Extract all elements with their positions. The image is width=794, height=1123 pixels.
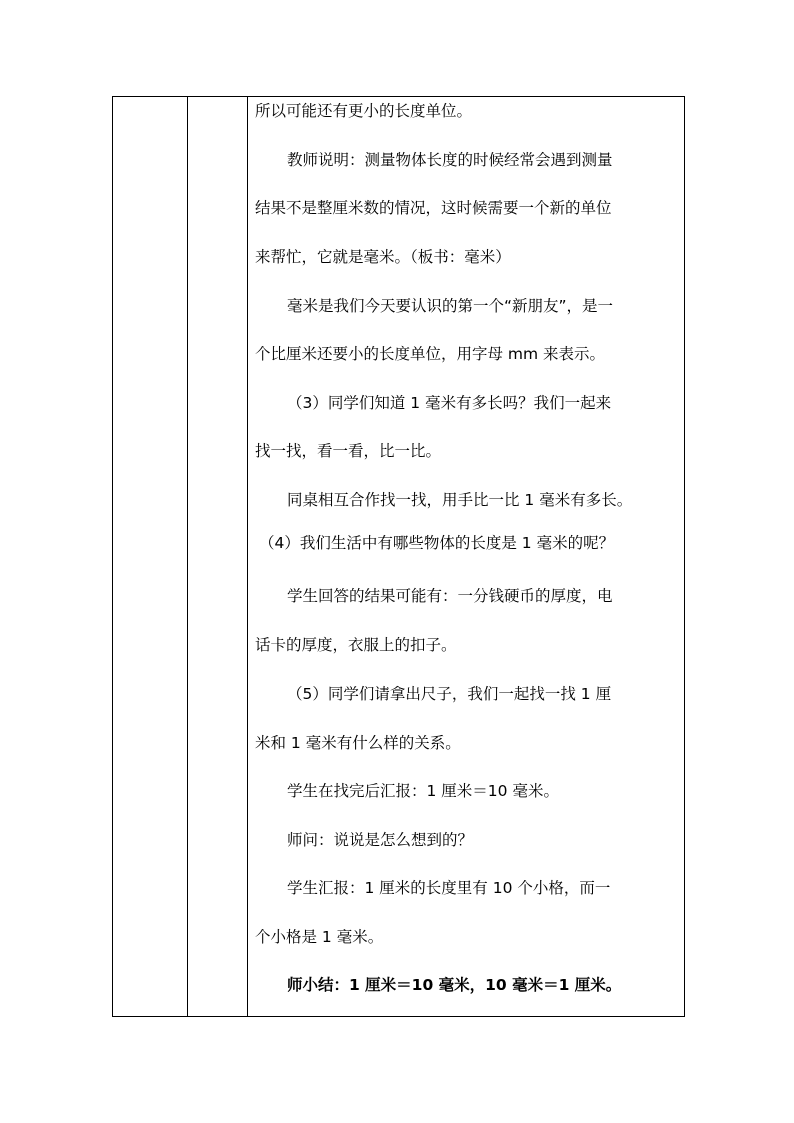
- text-line: 师问：说说是怎么想到的？: [287, 831, 474, 849]
- text-line: （4）我们生活中有哪些物体的长度是 1 毫米的呢？: [259, 534, 615, 552]
- text-line: 同桌相互合作找一找，用手比一比 1 毫米有多长。: [287, 491, 633, 509]
- text-line: 找一找，看一看，比一比。: [255, 442, 442, 460]
- text-line: 学生回答的结果可能有：一分钱硬币的厚度，电: [287, 587, 613, 605]
- lesson-table: [112, 96, 685, 1017]
- text-line: 毫米是我们今天要认识的第一个“新朋友”，是一: [287, 297, 614, 315]
- text-line: 教师说明：测量物体长度的时候经常会遇到测量: [287, 151, 613, 169]
- text-line: （5）同学们请拿出尺子，我们一起找一找 1 厘: [287, 685, 612, 703]
- text-line: 结果不是整厘米数的情况，这时候需要一个新的单位: [255, 199, 612, 217]
- text-line: 学生在找完后汇报：1 厘米＝10 毫米。: [287, 782, 559, 800]
- text-line: （3）同学们知道 1 毫米有多长吗？我们一起来: [287, 394, 612, 412]
- column-divider-2: [247, 97, 248, 1016]
- text-line: 米和 1 毫米有什么样的关系。: [255, 734, 461, 752]
- text-line: 学生汇报：1 厘米的长度里有 10 个小格，而一: [287, 879, 611, 897]
- text-line: 话卡的厚度，衣服上的扣子。: [255, 636, 457, 654]
- text-line: 来帮忙，它就是毫米。（板书：毫米）: [255, 248, 511, 266]
- text-line: 所以可能还有更小的长度单位。: [255, 102, 473, 120]
- text-line: 个比厘米还要小的长度单位，用字母 mm 来表示。: [255, 345, 606, 363]
- text-line: 个小格是 1 毫米。: [255, 928, 384, 946]
- summary-line: 师小结：1 厘米＝10 毫米，10 毫米＝1 厘米。: [287, 976, 622, 994]
- column-divider-1: [187, 97, 188, 1016]
